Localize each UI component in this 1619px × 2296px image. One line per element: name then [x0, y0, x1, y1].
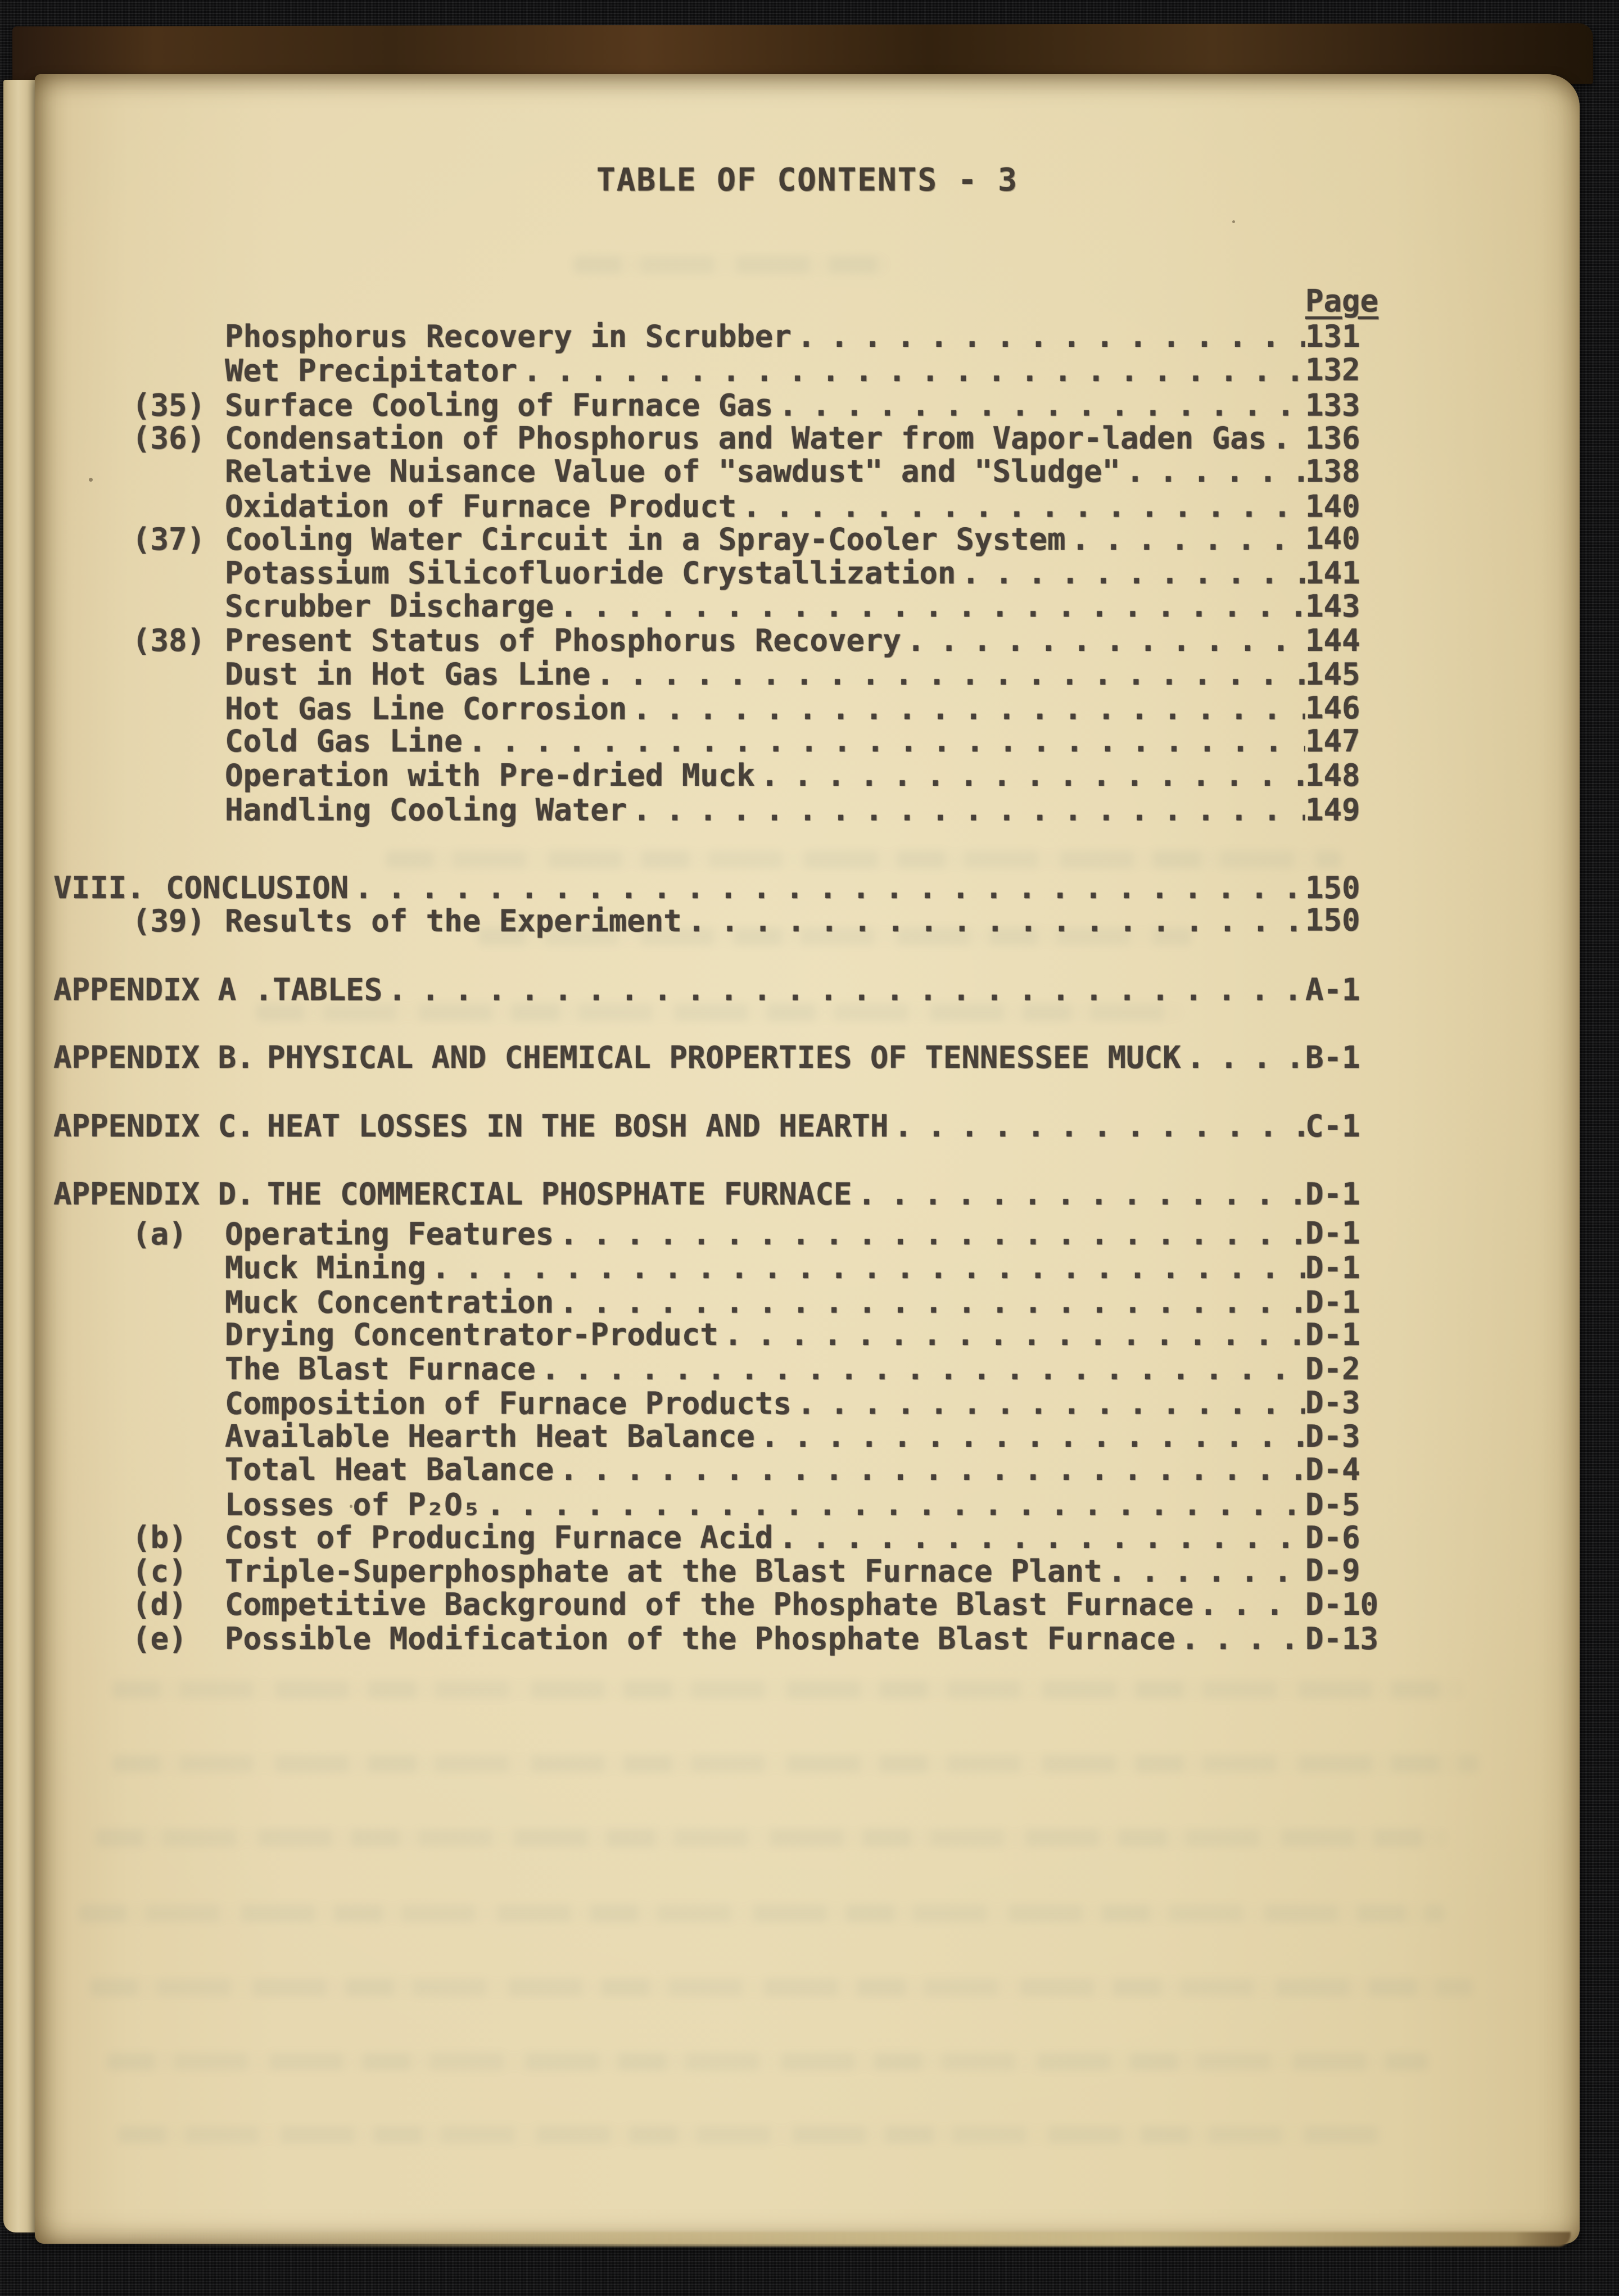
toc-entry: [53, 1217, 1405, 1251]
dot-leader: [536, 1352, 1305, 1386]
dot-leader: [627, 692, 1305, 726]
dot-leader: [1066, 523, 1306, 556]
dot-leader: [956, 556, 1305, 590]
entry-page-number: 148: [1305, 758, 1360, 793]
entry-page-number: A-1: [1305, 972, 1360, 1008]
entry-title: Wet Precipitator: [225, 353, 518, 388]
page-title: TABLE OF CONTENTS - 3: [596, 162, 1018, 198]
dot-leader: [773, 1521, 1305, 1555]
entry-page-number: 140: [1305, 488, 1360, 524]
toc-rows: [53, 320, 1405, 1656]
entry-title: Cold Gas Line: [225, 723, 463, 759]
dot-leader: [1181, 1041, 1305, 1075]
bleed-through-line: [96, 1829, 1445, 1847]
toc-entry: [53, 1588, 1405, 1622]
entry-page-number: 147: [1305, 723, 1360, 759]
entry-title: Scrubber Discharge: [225, 588, 554, 624]
dot-leader: [554, 1453, 1305, 1487]
bleed-through-line: [112, 1681, 1462, 1699]
dot-leader: [349, 871, 1305, 905]
dot-leader: [755, 1420, 1305, 1453]
entry-page-number: D-6: [1305, 1520, 1360, 1555]
entry-title: Potassium Silicofluoride Crystallization: [225, 555, 956, 591]
entry-number: (a): [132, 1216, 187, 1252]
entry-title: Drying Concentrator-Product: [225, 1317, 718, 1352]
entry-page-number: 150: [1305, 870, 1360, 905]
entry-title: Operation with Pre-dried Muck: [225, 758, 755, 793]
dot-leader: [682, 904, 1305, 938]
toc-entry: [53, 520, 1405, 557]
entry-title: Available Hearth Heat Balance: [225, 1419, 755, 1454]
entry-title: Muck Mining: [225, 1250, 426, 1285]
bleed-through-line: [573, 256, 888, 274]
toc-entry: [53, 1453, 1405, 1487]
entry-title: Total Heat Balance: [225, 1452, 554, 1487]
table-of-contents: [53, 283, 1405, 1656]
toc-entry: [53, 455, 1405, 488]
toc-entry: [53, 320, 1405, 354]
entry-number: (39): [132, 903, 206, 939]
entry-title: Dust in Hot Gas Line: [225, 656, 591, 692]
dot-leader: [852, 1178, 1305, 1211]
entry-title: HEAT LOSSES IN THE BOSH AND HEARTH: [267, 1108, 889, 1144]
dot-leader: [792, 1387, 1305, 1421]
entry-title: Cost of Producing Furnace Acid: [225, 1520, 774, 1555]
entry-title: Phosphorus Recovery in Scrubber: [225, 319, 792, 354]
entry-number: (38): [132, 623, 206, 658]
toc-entry: [53, 1318, 1405, 1352]
entry-number: APPENDIX B.: [53, 1040, 255, 1075]
entry-page-number: D-5: [1305, 1487, 1360, 1523]
toc-entry: [53, 354, 1405, 388]
entry-title: CONCLUSION: [166, 870, 349, 905]
entry-page-number: 145: [1305, 656, 1360, 692]
entry-title: Possible Modification of the Phosphate Blast Furnace: [225, 1621, 1175, 1656]
entry-page-number: 149: [1305, 792, 1360, 828]
toc-entry: [53, 759, 1405, 792]
entry-title: Results of the Experiment: [225, 903, 682, 939]
dot-leader: [554, 1286, 1305, 1320]
toc-entry: [53, 1109, 1405, 1143]
entry-page-number: 146: [1305, 690, 1360, 726]
page-column-label: Page: [1305, 283, 1379, 319]
toc-entry: [53, 1622, 1405, 1656]
entry-page-number: B-1: [1305, 1040, 1360, 1075]
entry-title: Surface Cooling of Furnace Gas: [225, 387, 774, 423]
entry-page-number: 138: [1305, 454, 1360, 489]
dot-leader: [1267, 422, 1305, 455]
entry-number: (36): [132, 420, 206, 456]
dot-leader: [718, 1318, 1305, 1352]
entry-page-number: D-3: [1305, 1385, 1360, 1420]
toc-entry: [53, 692, 1405, 726]
paper-speck: [1232, 220, 1235, 223]
entry-number: (d): [132, 1587, 187, 1622]
toc-entry: [53, 1521, 1405, 1555]
dot-leader: [1175, 1622, 1305, 1656]
dot-leader: [736, 490, 1305, 524]
entry-title: Losses of P₂O₅: [225, 1487, 481, 1523]
entry-title: THE COMMERCIAL PHOSPHATE FURNACE: [267, 1176, 852, 1212]
dot-leader: [481, 1488, 1305, 1522]
dot-leader: [382, 973, 1305, 1007]
page-column-header-row: [53, 283, 1405, 320]
entry-page-number: D-10: [1305, 1587, 1379, 1622]
toc-entry: [53, 904, 1405, 938]
dot-leader: [888, 1109, 1305, 1143]
entry-page-number: D-9: [1305, 1552, 1360, 1588]
entry-title: Handling Cooling Water: [225, 792, 627, 828]
toc-entry: [53, 624, 1405, 658]
entry-number: APPENDIX C.: [53, 1108, 255, 1144]
entry-title: Oxidation of Furnace Product: [225, 488, 737, 524]
toc-entry: [53, 556, 1405, 590]
entry-page-number: D-1: [1305, 1215, 1360, 1251]
dot-leader: [1193, 1588, 1305, 1622]
entry-number: (e): [132, 1621, 187, 1656]
underlying-page-fore-edge: [3, 80, 36, 2232]
dot-leader: [901, 624, 1305, 658]
entry-page-number: 133: [1305, 387, 1360, 423]
entry-page-number: D-1: [1305, 1284, 1360, 1320]
entry-page-number: D-4: [1305, 1452, 1360, 1487]
toc-entry: [53, 871, 1405, 905]
entry-title: Hot Gas Line Corrosion: [225, 691, 627, 727]
entry-page-number: D-2: [1305, 1351, 1360, 1387]
entry-number: APPENDIX A .: [53, 972, 273, 1008]
dot-leader: [1120, 455, 1305, 488]
entry-title: The Blast Furnace: [225, 1351, 536, 1387]
bleed-through-line: [79, 1904, 1445, 1922]
entry-title: Muck Concentration: [225, 1284, 554, 1320]
toc-entry: [53, 1178, 1405, 1211]
entry-page-number: 140: [1305, 520, 1360, 556]
entry-title: Present Status of Phosphorus Recovery: [225, 623, 901, 658]
entry-number: (c): [132, 1554, 187, 1589]
dot-leader: [554, 590, 1305, 623]
dot-leader: [792, 320, 1305, 354]
entry-number: (35): [132, 387, 206, 423]
bleed-through-line: [118, 2126, 1383, 2144]
document-page: [35, 74, 1580, 2244]
entry-page-number: 143: [1305, 588, 1360, 624]
dot-leader: [755, 759, 1305, 792]
dot-leader: [426, 1251, 1305, 1285]
bleed-through-line: [112, 1755, 1478, 1773]
entry-title: Composition of Furnace Products: [225, 1385, 792, 1421]
entry-title: Operating Features: [225, 1216, 554, 1252]
toc-entry: [53, 1552, 1405, 1589]
bleed-through-line: [107, 2053, 1428, 2071]
entry-number: (b): [132, 1520, 187, 1555]
dot-leader: [1102, 1555, 1305, 1588]
toc-entry: [53, 422, 1405, 455]
entry-title: PHYSICAL AND CHEMICAL PROPERTIES OF TENNESSEE MUCK: [267, 1040, 1181, 1075]
dot-leader: [517, 354, 1305, 388]
bleed-through-line: [90, 1978, 1473, 1996]
toc-entry: [53, 1251, 1405, 1285]
entry-title: Triple-Superphosphate at the Blast Furnace Plant: [225, 1554, 1102, 1589]
entry-page-number: 144: [1305, 623, 1360, 658]
toc-entry: [53, 724, 1405, 758]
dot-leader: [463, 724, 1305, 758]
entry-page-number: 141: [1305, 555, 1360, 591]
entry-title: Cooling Water Circuit in a Spray-Cooler System: [225, 522, 1066, 557]
entry-title: Relative Nuisance Value of "sawdust" and "Sludge": [225, 454, 1121, 489]
toc-entry: [53, 1286, 1405, 1320]
entry-page-number: D-1: [1305, 1250, 1360, 1285]
toc-entry: [53, 658, 1405, 691]
entry-title: TABLES: [273, 972, 383, 1008]
toc-entry: [53, 1488, 1405, 1522]
entry-number: (37): [132, 522, 206, 557]
entry-page-number: 132: [1305, 352, 1360, 388]
toc-entry: [53, 1387, 1405, 1421]
toc-entry: [53, 1352, 1405, 1386]
entry-title: Competitive Background of the Phosphate Blast Furnace: [225, 1587, 1194, 1622]
entry-page-number: 131: [1305, 319, 1360, 354]
toc-entry: [53, 973, 1405, 1007]
entry-number: APPENDIX D.: [53, 1176, 255, 1212]
entry-page-number: D-13: [1305, 1621, 1379, 1656]
dot-leader: [627, 794, 1305, 827]
entry-page-number: 150: [1305, 902, 1360, 938]
entry-page-number: D-3: [1305, 1419, 1360, 1454]
entry-title: Condensation of Phosphorus and Water from Vapor-laden Gas: [225, 420, 1267, 456]
dot-leader: [554, 1217, 1305, 1251]
dot-leader: [590, 658, 1305, 691]
toc-entry: [53, 1041, 1405, 1075]
dot-leader: [773, 389, 1305, 423]
entry-page-number: D-1: [1305, 1317, 1360, 1352]
toc-entry: [53, 590, 1405, 623]
toc-entry: [53, 794, 1405, 827]
toc-entry: [53, 389, 1405, 423]
toc-entry: [53, 490, 1405, 524]
entry-page-number: 136: [1305, 420, 1360, 456]
entry-number: VIII.: [53, 870, 145, 905]
entry-page-number: D-1: [1305, 1176, 1360, 1212]
toc-entry: [53, 1420, 1405, 1453]
entry-page-number: C-1: [1305, 1108, 1360, 1144]
